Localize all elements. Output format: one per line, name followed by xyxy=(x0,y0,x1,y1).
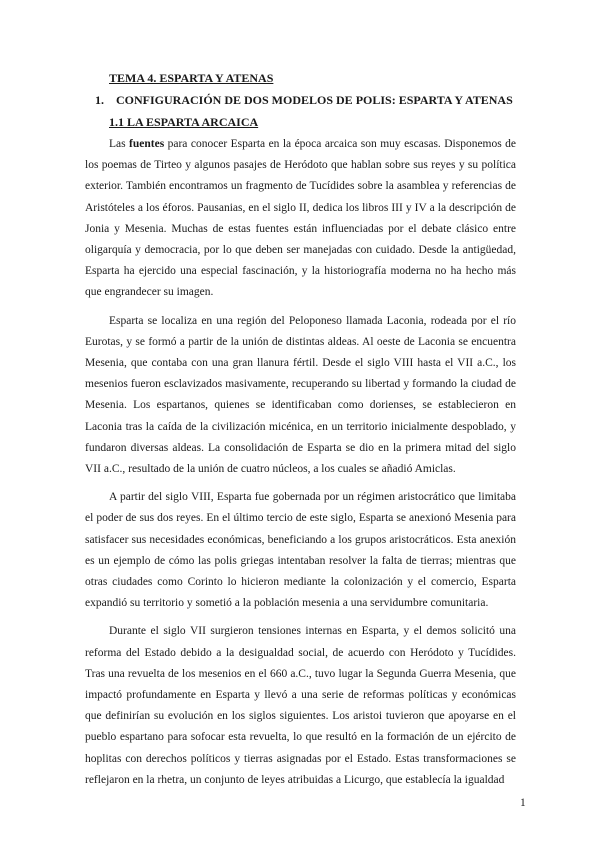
section-number: 1. xyxy=(95,93,104,107)
paragraph-reforms: Durante el siglo VII surgieron tensiones internas en Esparta, y el demos solicitó una reforma del Estado debido a la desigualdad social, de acuerdo con Heródoto y Tucídides. Tras una revuelta de los mesenios en el 660 a.C., tuvo lugar la Segunda Guerra Mesenia, que impactó profundamente en Esparta y llevó a una serie de reformas políticas y económicas que definirían su evolución en los siglos siguientes. Los aristoi tuvieron que apoyarse en el pueblo espartano para sofocar esta revuelta, lo que resultó en la formación de un ejército de hoplitas con derechos políticos y tierras asignadas por el Estado. Estas transformaciones se reflejaron en la rhetra, un conjunto de leyes atribuidas a Licurgo, que establecía la igualdad xyxy=(85,625,516,786)
section-heading xyxy=(95,93,513,108)
body-text xyxy=(85,134,516,798)
page-number: 1 xyxy=(520,797,526,809)
paragraph-aristocracy: A partir del siglo VIII, Esparta fue gobernada por un régimen aristocrático que limitaba el poder de sus dos reyes. En el último tercio de este siglo, Esparta se anexionó Mesenia para satisfacer sus necesidades económicas, beneficiando a los grupos aristocráticos. Esta anexión es un ejemplo de cómo las polis griegas intentaban resolver la falta de tierras; mientras que otras ciudades como Corinto lo hicieron mediante la colonización y el comercio, Esparta expandió su territorio y sometió a la población mesenia a una servidumbre comunitaria. xyxy=(85,491,516,610)
paragraph-text: Las xyxy=(109,138,130,150)
tema-title: TEMA 4. ESPARTA Y ATENAS xyxy=(109,71,274,85)
paragraph-text: para conocer Esparta en la época arcaica son muy escasas. Disponemos de los poemas de Tirteo y algunos pasajes de Heródoto que hablan sobre sus reyes y su política exterior. También encontramos un fragmento de Tucídides sobre la asamblea y referencias de Aristóteles a los éforos. Pausanias, en el siglo II, dedica los libros III y IV a la descripción de Jonia y Mesenia. Muchas de estas fuentes están influenciadas por el debate clásico entre oligarquía y democracia, por lo que deben ser manejadas con cuidado. Desde la antigüedad, Esparta ha ejercido una especial fascinación, y la historiografía moderna no ha hecho más que engrandecer su imagen. xyxy=(85,138,517,299)
section-title: CONFIGURACIÓN DE DOS MODELOS DE POLIS: ESPARTA Y ATENAS xyxy=(116,93,513,107)
paragraph-geography: Esparta se localiza en una región del Peloponeso llamada Laconia, rodeada por el río Eurotas, y se formó a partir de la unión de distintas aldeas. Al oeste de Laconia se encuentra Mesenia, que contaba con una gran llanura fértil. Desde el siglo VIII hasta el VII a.C., los mesenios fueron esclavizados masivamente, recuperando su libertad y formando la ciudad de Mesenia. Los espartanos, quienes se identificaban como dorienses, se establecieron en Laconia tras la caída de la civilización micénica, en un territorio inicialmente despoblado, y fundaron diversas aldeas. La consolidación de Esparta se dio en la primera mitad del siglo VII a.C., resultado de la unión de cuatro núcleos, a los cuales se añadió Amiclas. xyxy=(85,314,516,476)
paragraph-sources xyxy=(85,134,516,304)
subsection-title: 1.1 LA ESPARTA ARCAICA xyxy=(109,115,259,129)
bold-keyword: fuentes xyxy=(129,138,165,150)
